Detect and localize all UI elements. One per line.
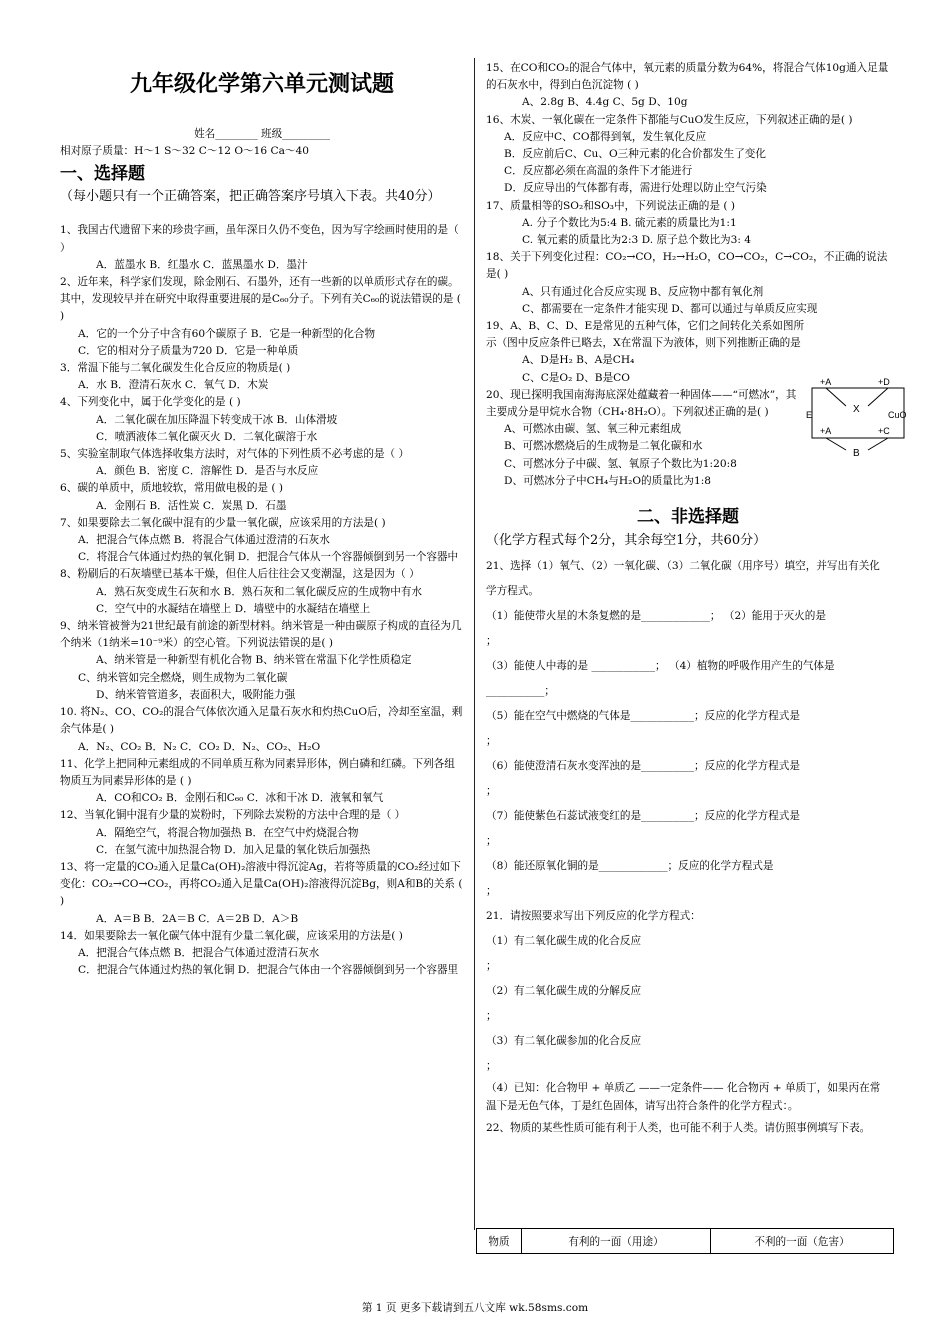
diagram-label-cuo: CuO: [888, 410, 907, 420]
name-class-line: 姓名________ 班级_________: [194, 128, 330, 140]
diagram-label-plus-c: +C: [878, 426, 890, 436]
options-20c: C、可燃冰分子中碳、氢、氧原子个数比为1:20:8: [504, 457, 737, 470]
q21b-semicolon-b: ；: [486, 1010, 497, 1023]
options-9c: D、纳米管管道多，表面积大，吸附能力强: [96, 688, 296, 701]
question-1: 1、我国古代遗留下来的珍贵字画，虽年深日久仍不变色，因为写字绘画时使用的是（ ）: [60, 224, 459, 254]
options-1: A．蓝墨水 B．红墨水 C．蓝黑墨水 D．墨汁: [96, 258, 308, 271]
question-6: 6、碳的单质中，质地较软，常用做电极的是 ( ): [60, 482, 284, 495]
q21-semicolon-b: ；: [486, 735, 497, 748]
table-header-beneficial: 有利的一面（用途）: [522, 1229, 711, 1254]
options-4b: C．喷洒液体二氧化碳灭火 D．二氧化碳溶于水: [96, 430, 318, 443]
q21-semicolon-a: ；: [486, 635, 497, 648]
options-15: A、2.8g B、4.4g C、5g D、10g: [522, 96, 688, 109]
options-2b: C．它的相对分子质量为720 D．它是一种单质: [78, 344, 299, 357]
options-14b: C．把混合气体通过灼热的氧化铜 D．把混合气体由一个容器倾倒到另一个容器里: [78, 964, 459, 977]
options-2a: A．它的一个分子中含有60个碳原子 B．它是一种新型的化合物: [78, 327, 376, 340]
options-7a: A．把混合气体点燃 B．将混合气体通过澄清的石灰水: [78, 534, 330, 547]
page-title: 九年级化学第六单元测试题: [129, 72, 394, 97]
options-17a: A. 分子个数比为5:4 B. 硫元素的质量比为1:1: [522, 216, 737, 229]
options-4a: A．二氧化碳在加压降温下转变成干冰 B．山体滑坡: [96, 413, 338, 426]
q21b-item-1: （1）有二氧化碳生成的化合反应: [486, 935, 642, 948]
q21-item-6: （6）能使澄清石灰水变浑浊的是__________；反应的化学方程式是: [486, 760, 800, 773]
options-8b: C．空气中的水凝结在墙壁上 D．墙壁中的水凝结在墙壁上: [96, 602, 371, 615]
options-16c: C．反应都必须在高温的条件下才能进行: [504, 165, 693, 178]
options-20d: D、可燃冰分子中CH₄与H₂O的质量比为1:8: [504, 474, 712, 487]
question-21-intro: 21、选择（1）氧气、（2）一氧化碳、（3）二氧化碳（用序号）填空，并写出有关化学方程式。: [486, 560, 880, 598]
question-4: 4、下列变化中，属于化学变化的是 ( ): [60, 396, 241, 409]
atomic-mass-line: 相对原子质量：H～1 S～32 C～12 O～16 Ca～40: [60, 145, 309, 158]
section1-instruction: （每小题只有一个正确答案，把正确答案序号填入下表。共40分）: [60, 189, 441, 205]
conversion-diagram-svg: [806, 376, 910, 462]
q21b-item-3: （3）有二氧化碳参加的化合反应: [486, 1035, 642, 1048]
question-14: 14．如果要除去一氧化碳气体中混有少量二氧化碳，应该采用的方法是( ): [60, 929, 403, 942]
options-9a: A、纳米管是一种新型有机化合物 B、纳米管在常温下化学性质稳定: [96, 654, 412, 667]
q21b-item-4: （4）已知：化合物甲 + 单质乙 ——一定条件—— 化合物丙 + 单质丁，如果丙在常温下是无色气体，丁是红色固体，请写出符合条件的化学方程式：。: [486, 1082, 881, 1113]
options-18a: A、只有通过化合反应实现 B、反应物中都有氧化剂: [522, 285, 764, 298]
question-16: 16、木炭、一氧化碳在一定条件下都能与CuO发生反应，下列叙述正确的是( ): [486, 113, 853, 126]
options-19a: A、D是H₂ B、A是CH₄: [522, 354, 635, 367]
options-20a: A、可燃冰由碳、氢、氧三种元素组成: [504, 423, 682, 436]
q21-item-8: （8）能还原氧化铜的是_____________；反应的化学方程式是: [486, 860, 774, 873]
question-5: 5、实验室制取气体选择收集方法时，对气体的下列性质不必考虑的是（ ）: [60, 448, 410, 461]
diagram-label-x: X: [853, 404, 860, 415]
options-17b: C. 氧元素的质量比为2:3 D. 原子总个数比为3: 4: [522, 234, 752, 247]
table-header-harmful: 不利的一面（危害）: [711, 1229, 894, 1254]
column-divider: [474, 58, 475, 1230]
options-12b: C．在氢气流中加热混合物 D．加入足量的氧化铁后加强热: [96, 843, 371, 856]
q21-item-1-2: （1）能使带火星的木条复燃的是_____________； （2）能用于灭火的是: [486, 610, 826, 623]
properties-table: [476, 1228, 894, 1254]
diagram-label-plus-a-top: +A: [820, 377, 832, 387]
options-14a: A．把混合气体点燃 B．把混合气体通过澄清石灰水: [78, 946, 320, 959]
q21b-semicolon-c: ；: [486, 1060, 497, 1073]
options-16b: B．反应前后C、Cu、O三种元素的化合价都发生了变化: [504, 148, 766, 161]
options-20b: B、可燃冰燃烧后的生成物是二氧化碳和水: [504, 440, 703, 453]
options-18b: C、都需要在一定条件才能实现 D、都可以通过与单质反应实现: [522, 302, 818, 315]
question-15: 15、在CO和CO₂的混合气体中，氧元素的质量分数为64%，将混合气体10g通入足量的石灰水中，得到白色沉淀物 ( ): [486, 62, 889, 92]
question-19: 19、A、B、C、D、E是常见的五种气体，它们之间转化关系如图所示（图中反应条件已略去，X在常温下为液体，则下列推断正确的是: [486, 320, 805, 350]
question-2: 2、近年来，科学家们发现，除金刚石、石墨外，还有一些新的以单质形式存在的碳。其中，发现较早并在研究中取得重要进展的是C₆₀分子。下列有关C₆₀的说法错误的是 ( ): [60, 276, 461, 323]
options-13: A．A＝B B．2A＝B C．A＝2B D．A＞B: [96, 912, 299, 925]
question-11: 11、化学上把同种元素组成的不同单质互称为同素异形体，例白磷和红磷。下列各组物质互为同素异形体的是 ( ): [60, 757, 455, 787]
diagram-label-b: B: [853, 448, 860, 459]
question-22: 22、物质的某些性质可能有利于人类，也可能不利于人类。请仿照事例填写下表。: [486, 1122, 871, 1135]
table-header-row: [477, 1229, 894, 1254]
question-9: 9、纳米管被誉为21世纪最有前途的新型材料。纳米管是一种由碳原子构成的直径为几个纳米（1纳米=10⁻⁹米）的空心管。下列说法错误的是( ): [60, 620, 462, 650]
left-column: [60, 60, 464, 979]
q21b-semicolon-a: ；: [486, 960, 497, 973]
question-18: 18、关于下列变化过程：CO₂→CO，H₂→H₂O，CO→CO₂，C→CO₂，不正确的说法是( ): [486, 251, 888, 281]
options-9b: C、纳米管如完全燃烧，则生成物为二氧化碳: [78, 671, 288, 684]
conversion-diagram: [806, 376, 910, 462]
q21-semicolon-c: ；: [486, 785, 497, 798]
q21-semicolon-e: ；: [486, 885, 497, 898]
options-7b: C．将混合气体通过灼热的氧化铜 D．把混合气体从一个容器倾倒到另一个容器中: [78, 551, 459, 564]
question-10: 10. 将N₂、CO、CO₂的混合气体依次通入足量石灰水和灼热CuO后，冷却至室温，剩余气体是( ): [60, 706, 463, 736]
question-13: 13、将一定量的CO₂通入足量Ca(OH)₂溶液中得沉淀Ag，若将等质量的CO₂经过如下变化：CO₂→CO→CO₂，再将CO₂通入足量Ca(OH)₂溶液得沉淀Bg，则A和B的关系 ( ): [60, 860, 463, 908]
question-12: 12、当氧化铜中混有少量的炭粉时，下列除去炭粉的方法中合理的是（ ）: [60, 809, 406, 822]
question-20: 20、现已探明我国南海海底深处蕴藏着一种固体——“可燃冰”，其主要成分是甲烷水合物（CH₄·8H₂O）。下列叙述正确的是( ): [486, 388, 797, 419]
q21-item-3-4: （3）能使人中毒的是 ____________； （4）植物的呼吸作用产生的气体是___________；: [486, 660, 835, 698]
options-16d: D．反应导出的气体都有毒，需进行处理以防止空气污染: [504, 182, 767, 195]
q21-semicolon-d: ；: [486, 835, 497, 848]
question-17: 17、质量相等的SO₂和SO₃中，下列说法正确的是 ( ): [486, 199, 735, 212]
q21-item-5: （5）能在空气中燃烧的气体是____________；反应的化学方程式是: [486, 710, 800, 723]
question-21b-intro: 21．请按照要求写出下列反应的化学方程式：: [486, 910, 701, 923]
options-12a: A．隔绝空气，将混合物加强热 B．在空气中灼烧混合物: [96, 826, 359, 839]
q21b-item-2: （2）有二氧化碳生成的分解反应: [486, 985, 642, 998]
options-16a: A．反应中C、CO都得到氧，发生氧化反应: [504, 130, 707, 143]
q21-item-7: （7）能使紫色石蕊试液变红的是__________；反应的化学方程式是: [486, 810, 800, 823]
options-6: A．金刚石 B．活性炭 C．炭黑 D．石墨: [96, 499, 287, 512]
section2-instruction: （化学方程式每个2分，其余每空1分，共60分）: [486, 533, 767, 549]
question-7: 7、如果要除去二氧化碳中混有的少量一氧化碳，应该采用的方法是( ): [60, 516, 386, 529]
question-8: 8、粉刷后的石灰墙壁已基本干燥，但住人后往往会又变潮湿，这是因为（ ）: [60, 568, 420, 581]
section2-heading: 二、非选择题: [637, 507, 739, 528]
diagram-label-e: E: [806, 410, 813, 420]
diagram-label-plus-d: +D: [878, 377, 890, 387]
question-3: 3．常温下能与二氧化碳发生化合反应的物质是( ): [60, 362, 291, 375]
options-11: A．CO和CO₂ B．金刚石和C₆₀ C．冰和干冰 D．液氧和氧气: [96, 792, 384, 805]
options-10: A．N₂、CO₂ B．N₂ C．CO₂ D．N₂、CO₂、H₂O: [78, 740, 321, 753]
options-5: A．颜色 B．密度 C．溶解性 D．是否与水反应: [96, 465, 319, 478]
page-footer: 第 1 页 更多下载请到五八文库 wk.58sms.com: [361, 1302, 589, 1314]
diagram-label-plus-a-bottom: +A: [820, 426, 832, 436]
options-8a: A．熟石灰变成生石灰和水 B．熟石灰和二氧化碳反应的生成物中有水: [96, 585, 423, 598]
section1-heading: 一、选择题: [60, 164, 145, 185]
options-19b: C、C是O₂ D、B是CO: [522, 371, 630, 384]
table-header-substance: 物质: [477, 1229, 522, 1254]
right-column: [486, 60, 907, 1137]
options-3: A．水 B．澄清石灰水 C．氧气 D．木炭: [78, 379, 269, 392]
